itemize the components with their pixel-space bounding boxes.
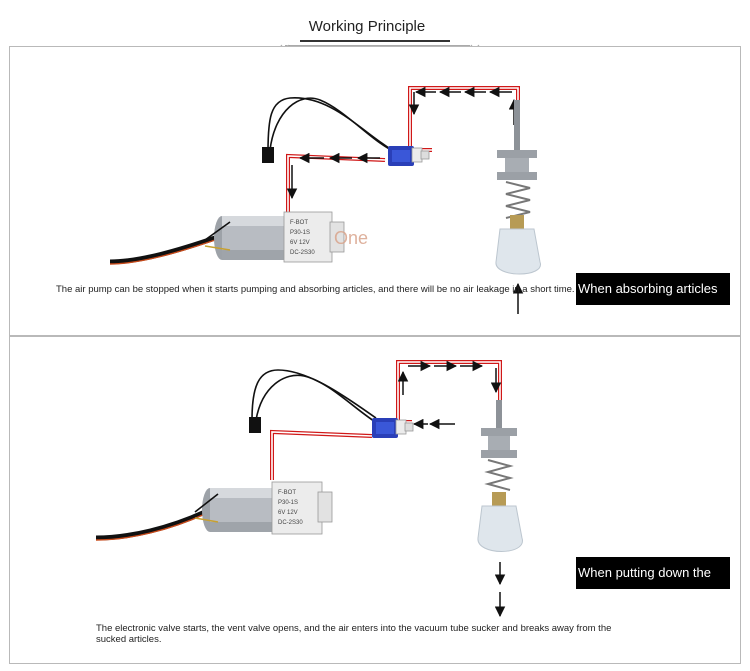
pump-label-line: F-BOT bbox=[278, 490, 296, 496]
connector-plug bbox=[262, 147, 274, 163]
air-pump bbox=[110, 212, 344, 264]
caption-putting-down: The electronic valve starts, the vent valve opens, and the air enters into the vacuum tube sucker and breaks away from the sucked articles. bbox=[96, 623, 612, 645]
watermark-one: One bbox=[334, 228, 369, 248]
pump-label-line: DC-2S30 bbox=[290, 250, 315, 256]
connector-plug bbox=[249, 417, 261, 433]
wire-black-1 bbox=[268, 98, 392, 152]
pump-label-line: P30-1S bbox=[290, 230, 311, 236]
label-putting-down: When putting down the item bbox=[576, 557, 730, 589]
pump-label-line: 6V 12V bbox=[278, 510, 298, 516]
label-absorbing: When absorbing articles bbox=[576, 273, 730, 305]
vacuum-sucker bbox=[496, 100, 541, 274]
wire-black-1 bbox=[252, 370, 376, 420]
caption-absorbing: The air pump can be stopped when it starts pumping and absorbing articles, and there will be no air leakage in a short time. bbox=[56, 284, 575, 295]
wire-black-2 bbox=[256, 375, 380, 425]
wire-black-2 bbox=[270, 98, 395, 152]
pump-label-line: F-BOT bbox=[290, 220, 308, 226]
pump-label-line: 6V 12V bbox=[290, 240, 310, 246]
pump-label-line: P30-1S bbox=[278, 500, 299, 506]
page-title: Working Principle bbox=[308, 18, 426, 35]
pump-label-line: DC-2S30 bbox=[278, 520, 303, 526]
vacuum-sucker bbox=[478, 400, 523, 552]
